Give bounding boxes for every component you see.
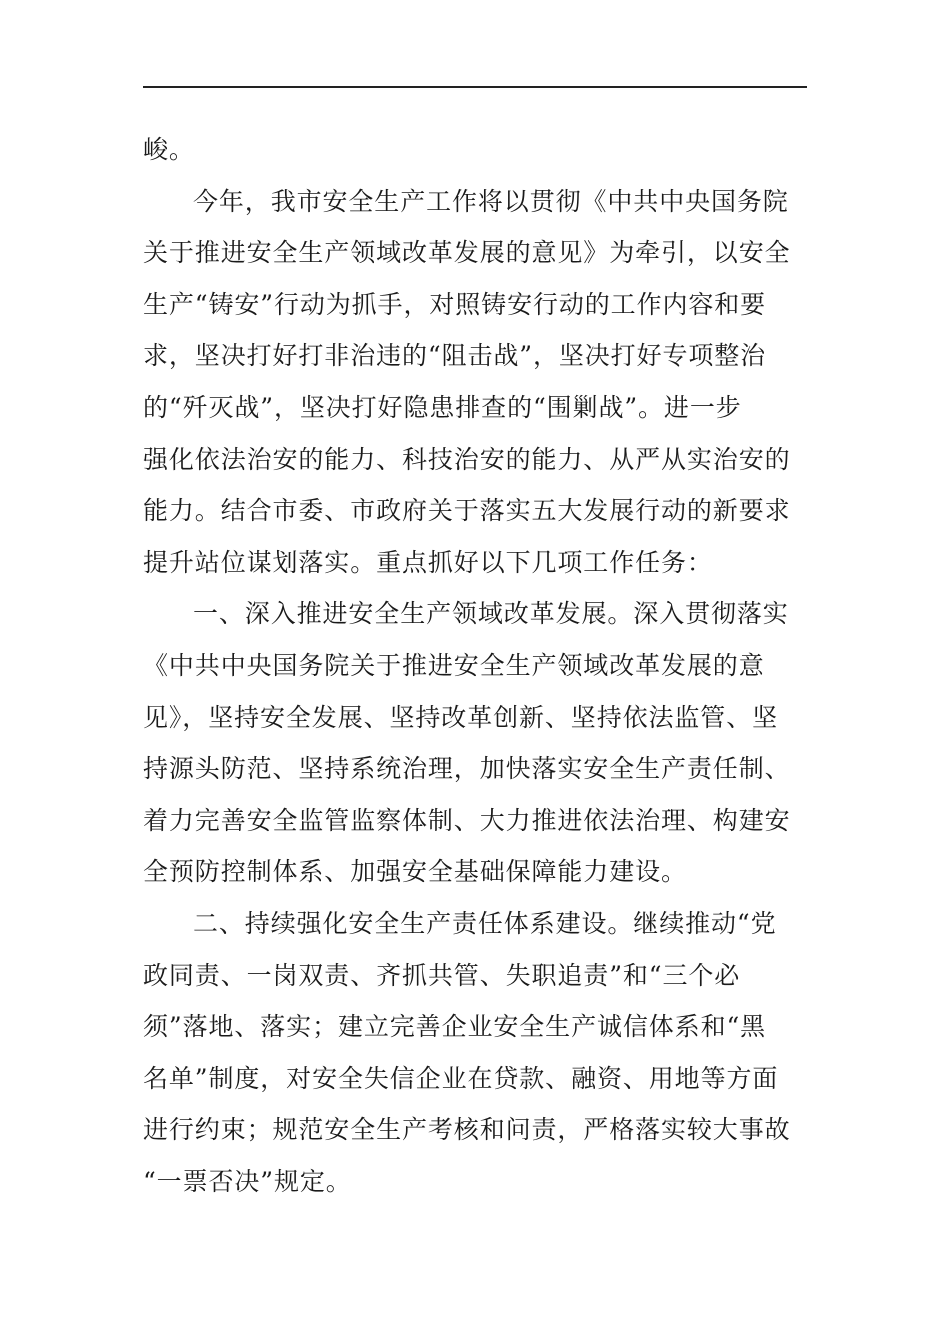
text-line: 名单”制度，对安全失信企业在贷款、融资、用地等方面 bbox=[143, 1063, 779, 1093]
text-line: 着力完善安全监管监察体制、大力推进依法治理、构建安 bbox=[143, 805, 791, 835]
paragraph bbox=[143, 176, 807, 589]
text-line: 全预防控制体系、加强安全基础保障能力建设。 bbox=[143, 857, 687, 887]
text-line: 关于推进安全生产领域改革发展的意见》为牵引，以安全 bbox=[143, 238, 791, 268]
text-line: 政同责、一岗双责、齐抓共管、失职追责”和“三个必 bbox=[143, 960, 741, 990]
text-line: “一票否决”规定。 bbox=[143, 1166, 352, 1196]
text-line: 今年，我市安全生产工作将以贯彻《中共中央国务院 bbox=[193, 186, 789, 216]
text-line: 须”落地、落实；建立完善企业安全生产诚信体系和“黑 bbox=[143, 1012, 767, 1042]
text-line: 生产“铸安”行动为抓手，对照铸安行动的工作内容和要 bbox=[143, 289, 767, 319]
header-rule bbox=[143, 86, 807, 88]
text-line: 进行约束；规范安全生产考核和问责，严格落实较大事故 bbox=[143, 1115, 791, 1145]
text-line: 一、深入推进安全生产领域改革发展。深入贯彻落实 bbox=[193, 599, 789, 629]
paragraph bbox=[143, 588, 807, 898]
paragraph bbox=[143, 898, 807, 1208]
text-line: 持源头防范、坚持系统治理，加快落实安全生产责任制、 bbox=[143, 754, 791, 784]
paragraph bbox=[143, 124, 807, 176]
text-line: 峻。 bbox=[143, 135, 195, 164]
text-line: 提升站位谋划落实。重点抓好以下几项工作任务： bbox=[143, 547, 713, 577]
text-line: 二、持续强化安全生产责任体系建设。继续推动“党 bbox=[193, 908, 777, 938]
text-line: 《中共中央国务院关于推进安全生产领域改革发展的意 bbox=[143, 650, 765, 680]
text-line: 能力。结合市委、市政府关于落实五大发展行动的新要求 bbox=[143, 496, 791, 526]
text-line: 求，坚决打好打非治违的“阻击战”，坚决打好专项整治 bbox=[143, 341, 767, 371]
document-body bbox=[143, 124, 807, 1207]
text-line: 强化依法治安的能力、科技治安的能力、从严从实治安的 bbox=[143, 444, 791, 474]
text-line: 的“歼灭战”，坚决打好隐患排查的“围剿战”。进一步 bbox=[143, 392, 742, 422]
text-line: 见》，坚持安全发展、坚持改革创新、坚持依法监管、坚 bbox=[143, 702, 779, 732]
